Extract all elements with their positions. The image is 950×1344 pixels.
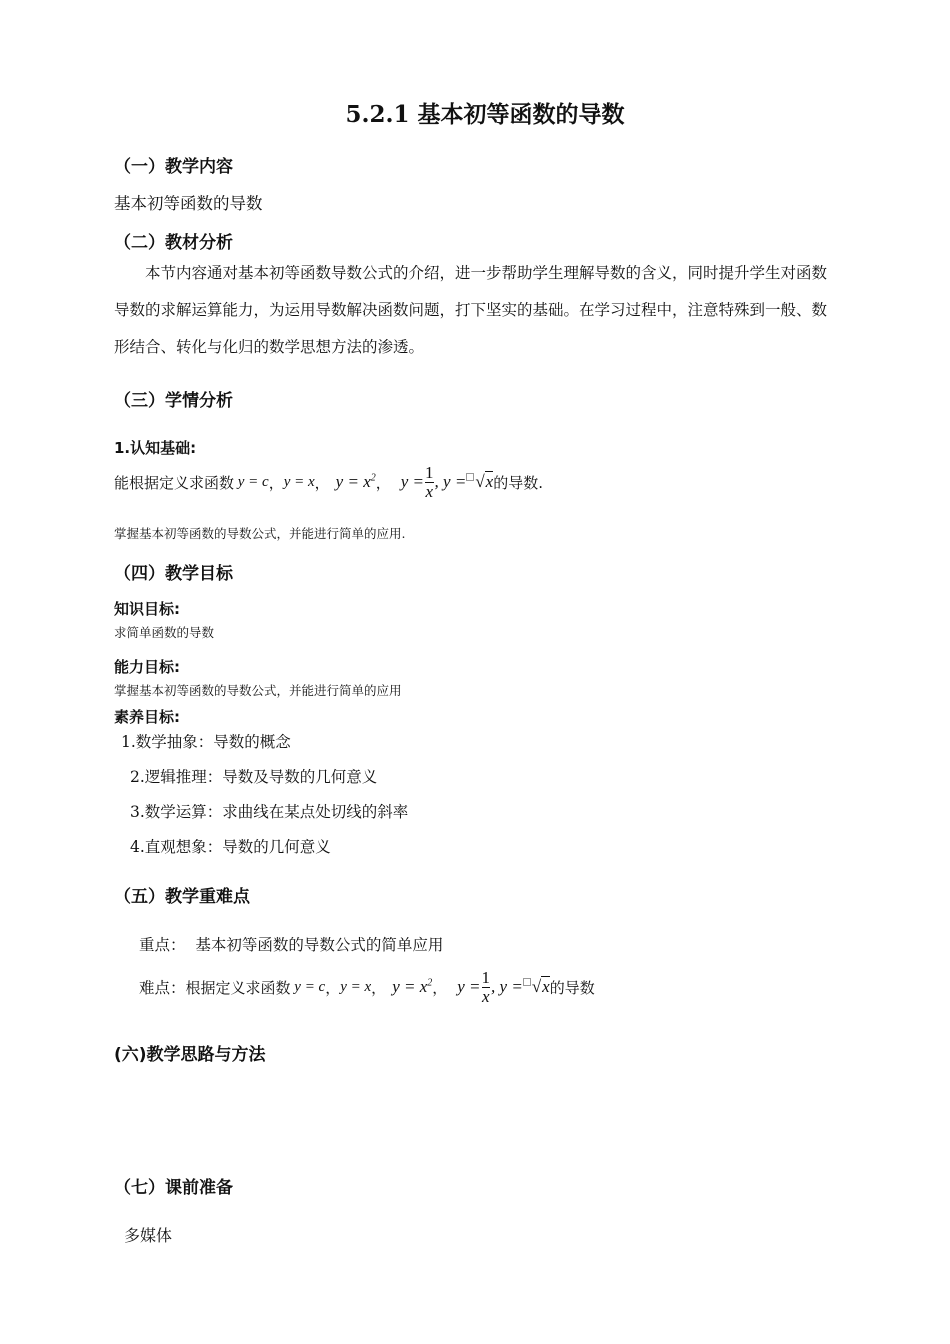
formula-prefix: 能根据定义求函数 (114, 473, 235, 492)
ability-goal-label: 能力目标: (114, 658, 180, 676)
section-heading-key-points: （五）教学重难点 (114, 887, 250, 907)
section-heading-objectives: （四）教学目标 (114, 564, 233, 584)
literacy-item: 2.逻辑推理：导数及导数的几何意义 (130, 768, 378, 786)
math-expression: y = c (234, 473, 269, 490)
section-heading-methods: (六)教学思路与方法 (114, 1045, 266, 1065)
key-point-label: 重点： (139, 936, 186, 954)
difficulty-line: 难点： 根据定义求函数 y = c ， y = x ， $y = x^2$ ， y = $\frac{1}{x}$ , y = √x 的导数 (139, 967, 595, 1006)
difficulty-label: 难点： (139, 979, 186, 997)
fraction-one-over-x: $\frac{1}{x}$ (481, 967, 491, 1006)
section-heading-material: （二）教材分析 (114, 233, 233, 253)
difficulty-prefix: 根据定义求函数 (185, 978, 291, 997)
cognitive-basis-label: 1.认知基础: (114, 439, 197, 457)
page-title: 5.2.1 基本初等函数的导数 (345, 101, 625, 128)
section-heading-content: （一）教学内容 (114, 157, 233, 177)
section-heading-students: （三）学情分析 (114, 391, 233, 411)
fraction-one-over-x: $\frac{1}{x}$ (425, 462, 434, 501)
functions-formula-line: 能根据定义求函数 y = c ， y = x ， $y = x^2$ ， y = $\frac{1}{x}$ , y = √x 的导数. (114, 462, 543, 501)
knowledge-goal-text: 求简单函数的导数 (114, 625, 215, 640)
section-heading-preparation: （七）课前准备 (114, 1178, 233, 1198)
ability-goal-text: 掌握基本初等函数的导数公式，并能进行简单的应用 (114, 683, 402, 698)
key-point-text: 基本初等函数的导数公式的简单应用 (195, 936, 444, 954)
literacy-item: 3.数学运算：求曲线在某点处切线的斜率 (130, 803, 409, 821)
material-paragraph: 本节内容通对基本初等函数导数公式的介绍，进一步帮助学生理解导数的含义，同时提升学生对函数导数的求解运算能力，为运用导数解决函数问题，打下坚实的基础。在学习过程中，注意特殊到一般、数形结合、转化与化归的数学思想方法的渗透。 (114, 264, 828, 356)
students-note: 掌握基本初等函数的导数公式，并能进行简单的应用. (114, 526, 406, 541)
literacy-item: 4.直观想象：导数的几何意义 (130, 838, 331, 856)
literacy-goal-label: 素养目标: (114, 708, 180, 726)
content-text: 基本初等函数的导数 (114, 194, 263, 213)
key-point-line (139, 933, 443, 955)
knowledge-goal-label: 知识目标: (114, 600, 180, 618)
difficulty-suffix: 的导数 (549, 978, 595, 997)
preparation-text: 多媒体 (124, 1226, 173, 1245)
literacy-item: 1.数学抽象：导数的概念 (121, 733, 291, 751)
formula-suffix: 的导数. (493, 473, 543, 492)
